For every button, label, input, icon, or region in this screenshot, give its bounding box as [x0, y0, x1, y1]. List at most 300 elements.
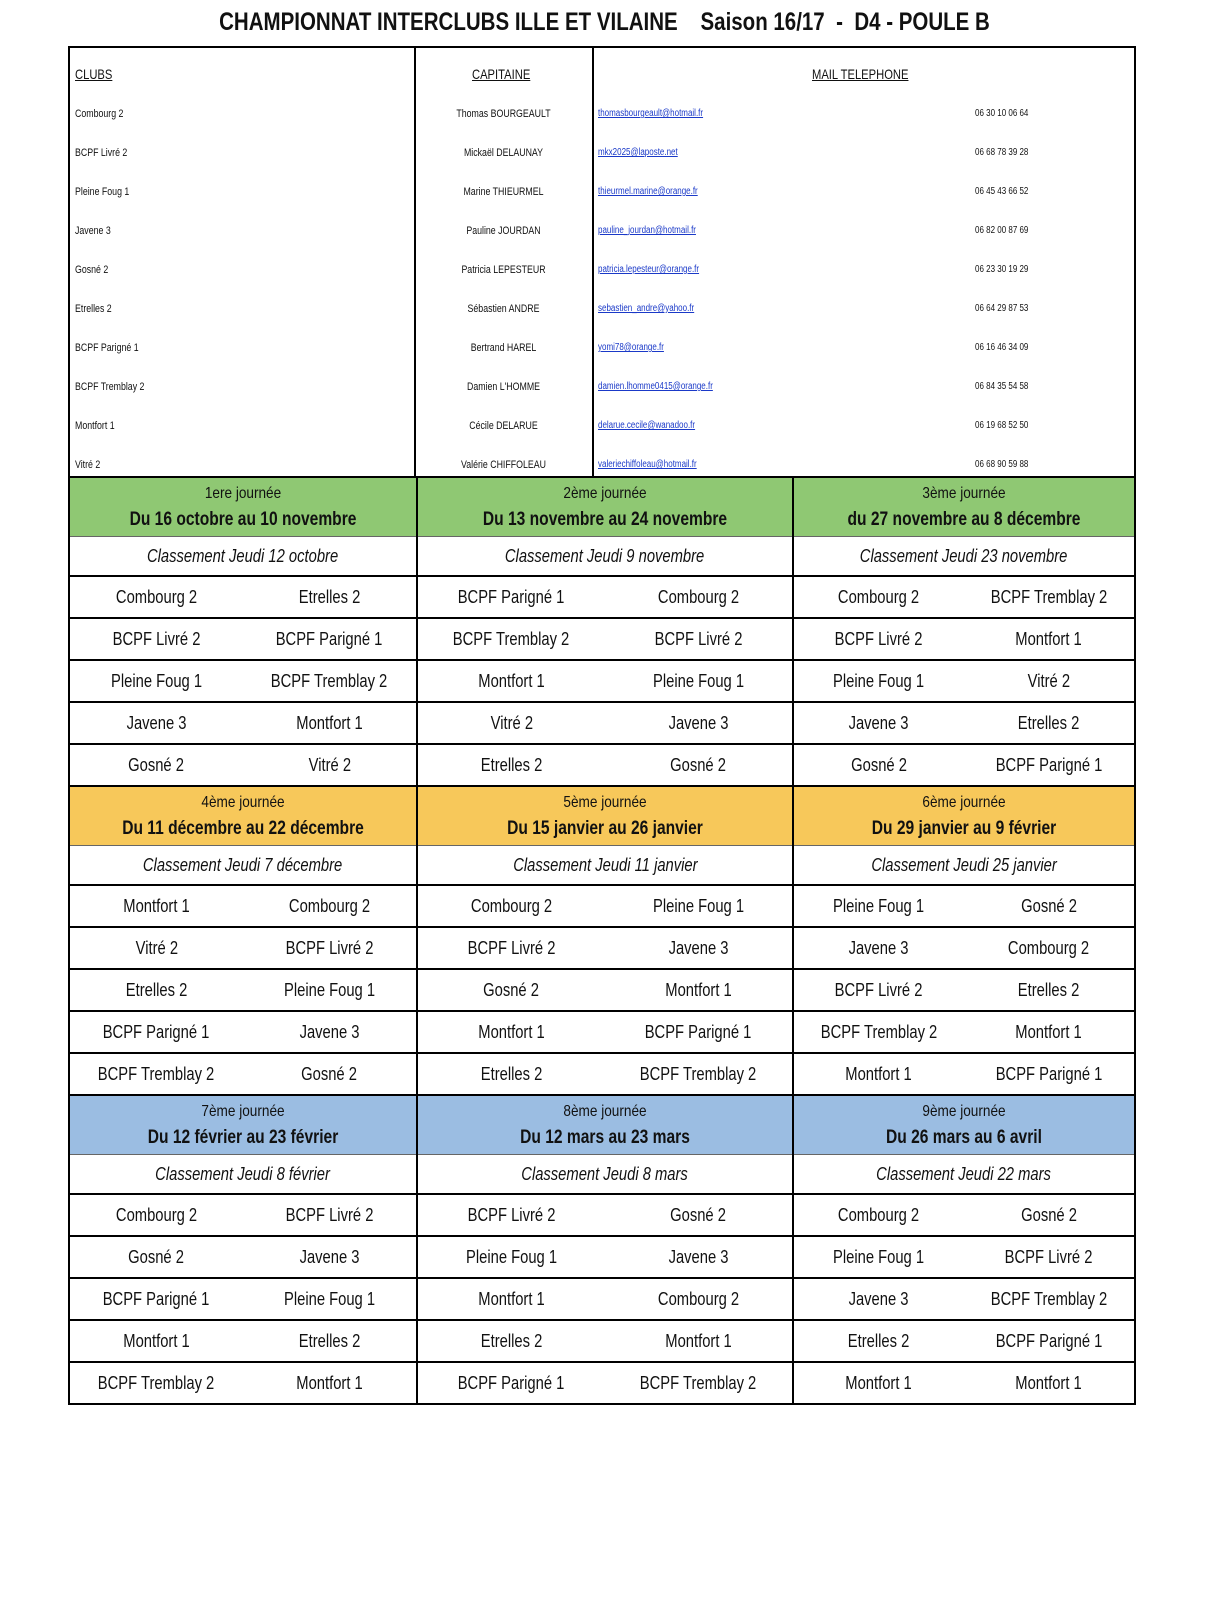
away-team-label: Montfort 1: [296, 1373, 363, 1393]
away-team-label: Montfort 1: [1015, 1022, 1083, 1042]
club-name: BCPF Parigné 1: [75, 342, 139, 354]
contact-row: [70, 186, 1134, 206]
home-team-label: Montfort 1: [478, 1022, 545, 1042]
journee-header: [418, 478, 792, 536]
match-row: [418, 1321, 792, 1363]
away-team: [243, 1363, 416, 1403]
ranking-date: [794, 536, 1134, 577]
match-row: [418, 577, 792, 619]
phone-number: 06 19 68 52 50: [975, 420, 1029, 431]
journee-name: 4ème journée: [201, 794, 285, 811]
away-team-label: BCPF Livré 2: [1005, 1247, 1093, 1267]
home-team: [418, 745, 605, 785]
home-team-label: Gosné 2: [851, 755, 907, 775]
home-team: [794, 928, 964, 968]
home-team: [794, 703, 964, 743]
match-row: [418, 928, 792, 970]
away-team: [243, 1237, 416, 1277]
club-name: Vitré 2: [75, 459, 101, 471]
home-team: [418, 886, 605, 926]
home-team: [70, 1195, 243, 1235]
home-team: [418, 1012, 605, 1052]
page-title: CHAMPIONNAT INTERCLUBS ILLE ET VILAINE Saison 16/17 - D4 - POULE B: [219, 8, 990, 36]
away-team-label: Montfort 1: [665, 980, 732, 1000]
home-team-label: Montfort 1: [845, 1373, 913, 1393]
match-row: [70, 619, 416, 661]
home-team: [418, 703, 605, 743]
away-team-label: BCPF Parigné 1: [276, 629, 383, 649]
contact-row: [70, 147, 1134, 167]
away-team: [964, 1237, 1134, 1277]
ranking-label: Classement Jeudi 25 janvier: [871, 855, 1057, 875]
home-team: [418, 1054, 605, 1094]
home-team: [70, 619, 243, 659]
away-team-label: BCPF Livré 2: [285, 938, 374, 958]
home-team: [70, 1279, 243, 1319]
match-row: [70, 1237, 416, 1279]
phone-number: 06 68 78 39 28: [975, 147, 1029, 158]
ranking-date: [70, 1154, 416, 1195]
away-team-label: Montfort 1: [665, 1331, 732, 1351]
away-team-label: Etrelles 2: [298, 587, 361, 607]
away-team: [964, 1321, 1134, 1361]
match-row: [418, 1237, 792, 1279]
journee-column: [70, 478, 416, 785]
away-team: [605, 661, 792, 701]
home-team: [794, 1321, 964, 1361]
away-team: [605, 1321, 792, 1361]
ranking-date: [70, 845, 416, 886]
journee-column: [792, 787, 1134, 1094]
home-team: [794, 745, 964, 785]
email-link[interactable]: thomasbourgeault@hotmail.fr: [598, 108, 704, 119]
contact-row: [70, 459, 1134, 479]
home-team-label: Montfort 1: [478, 671, 545, 691]
contact-row: [70, 303, 1134, 323]
ranking-date: [418, 845, 792, 886]
match-row: [70, 886, 416, 928]
away-team-label: Combourg 2: [288, 896, 371, 916]
home-team: [794, 577, 964, 617]
home-team: [70, 1321, 243, 1361]
away-team: [964, 745, 1134, 785]
home-team-label: BCPF Tremblay 2: [453, 629, 570, 649]
away-team: [964, 928, 1134, 968]
away-team-label: Montfort 1: [296, 713, 363, 733]
ranking-label: Classement Jeudi 9 novembre: [505, 546, 705, 566]
match-row: [70, 745, 416, 785]
captain-name: Cécile DELARUE: [469, 420, 538, 432]
home-team: [70, 1054, 243, 1094]
captain-name: Pauline JOURDAN: [466, 225, 541, 237]
away-team: [964, 1195, 1134, 1235]
match-row: [794, 928, 1134, 970]
home-team-label: Etrelles 2: [480, 755, 543, 775]
journee-name: 5ème journée: [563, 794, 647, 811]
match-row: [794, 970, 1134, 1012]
match-row: [794, 619, 1134, 661]
away-team: [605, 619, 792, 659]
contact-row: [70, 225, 1134, 245]
journee-name: 8ème journée: [563, 1103, 647, 1120]
match-row: [794, 577, 1134, 619]
home-team-label: Pleine Foug 1: [833, 1247, 925, 1267]
captain-name: Bertrand HAREL: [470, 342, 537, 354]
match-row: [418, 661, 792, 703]
away-team-label: BCPF Tremblay 2: [990, 1289, 1108, 1309]
ranking-label: Classement Jeudi 23 novembre: [860, 546, 1068, 566]
away-team-label: Gosné 2: [1021, 1205, 1077, 1225]
match-row: [418, 1054, 792, 1094]
home-team-label: Pleine Foug 1: [833, 896, 925, 916]
home-team-label: Montfort 1: [478, 1289, 545, 1309]
away-team-label: BCPF Livré 2: [285, 1205, 374, 1225]
journee-header: [70, 787, 416, 845]
home-team-label: BCPF Parigné 1: [458, 1373, 565, 1393]
schedule-table: [68, 46, 1136, 1405]
captain-name: Patricia LEPESTEUR: [461, 264, 546, 276]
captain-header: CAPITAINE: [472, 66, 531, 82]
away-team: [243, 1195, 416, 1235]
club-name: Javene 3: [75, 225, 111, 237]
match-row: [794, 1054, 1134, 1094]
home-team-label: BCPF Parigné 1: [103, 1022, 210, 1042]
home-team: [70, 1363, 243, 1403]
phone-number: 06 82 00 87 69: [975, 225, 1029, 236]
phone-number: 06 30 10 06 64: [975, 108, 1029, 119]
home-team: [70, 970, 243, 1010]
home-team-label: Pleine Foug 1: [465, 1247, 558, 1267]
away-team: [243, 703, 416, 743]
match-row: [70, 577, 416, 619]
email-link[interactable]: patricia.lepesteur@orange.fr: [598, 264, 700, 275]
away-team: [964, 1363, 1134, 1403]
journee-header: [70, 1096, 416, 1154]
away-team: [964, 970, 1134, 1010]
journee-name: 2ème journée: [563, 485, 647, 502]
home-team: [418, 1195, 605, 1235]
match-row: [794, 703, 1134, 745]
home-team: [794, 619, 964, 659]
club-name: BCPF Livré 2: [75, 147, 128, 159]
clubs-header: CLUBS: [75, 66, 113, 82]
journee-header: [794, 787, 1134, 845]
away-team: [964, 886, 1134, 926]
match-row: [794, 886, 1134, 928]
away-team: [964, 619, 1134, 659]
away-team-label: Javene 3: [299, 1022, 360, 1042]
match-row: [418, 1012, 792, 1054]
phone-number: 06 23 30 19 29: [975, 264, 1029, 275]
away-team: [605, 970, 792, 1010]
home-team: [794, 1195, 964, 1235]
away-team-label: Etrelles 2: [1018, 980, 1080, 1000]
match-row: [794, 1363, 1134, 1403]
email-link[interactable]: valeriechiffoleau@hotmail.fr: [598, 459, 697, 470]
away-team: [605, 703, 792, 743]
journee-dates: Du 29 janvier au 9 février: [871, 818, 1057, 839]
journee-dates: du 27 novembre au 8 décembre: [847, 509, 1081, 530]
ranking-label: Classement Jeudi 12 octobre: [147, 546, 339, 566]
away-team-label: Pleine Foug 1: [652, 671, 745, 691]
away-team: [243, 661, 416, 701]
phone-number: 06 84 35 54 58: [975, 381, 1029, 392]
away-team: [964, 1012, 1134, 1052]
home-team-label: BCPF Parigné 1: [103, 1289, 210, 1309]
home-team: [70, 1237, 243, 1277]
away-team: [964, 1279, 1134, 1319]
away-team: [605, 1237, 792, 1277]
home-team: [794, 970, 964, 1010]
home-team-label: BCPF Livré 2: [112, 629, 201, 649]
ranking-date: [794, 845, 1134, 886]
ranking-label: Classement Jeudi 22 mars: [876, 1164, 1052, 1184]
captain-name: Mickaël DELAUNAY: [463, 147, 544, 159]
away-team: [243, 1279, 416, 1319]
match-row: [70, 703, 416, 745]
journee-name: 3ème journée: [922, 485, 1006, 502]
email-link[interactable]: thieurmel.marine@orange.fr: [598, 186, 698, 197]
away-team-label: Pleine Foug 1: [283, 1289, 376, 1309]
away-team-label: Combourg 2: [657, 1289, 740, 1309]
home-team-label: BCPF Tremblay 2: [820, 1022, 938, 1042]
home-team-label: Vitré 2: [490, 713, 533, 733]
home-team-label: Combourg 2: [470, 896, 553, 916]
away-team-label: BCPF Parigné 1: [995, 1331, 1103, 1351]
away-team-label: Pleine Foug 1: [283, 980, 376, 1000]
home-team-label: BCPF Livré 2: [835, 629, 923, 649]
away-team-label: BCPF Parigné 1: [995, 755, 1103, 775]
club-name: Montfort 1: [75, 420, 115, 432]
contact-row: [70, 342, 1134, 362]
home-team-label: Gosné 2: [128, 755, 185, 775]
away-team: [605, 1195, 792, 1235]
away-team-label: Gosné 2: [670, 1205, 727, 1225]
phone-number: 06 45 43 66 52: [975, 186, 1029, 197]
journee-column: [792, 1096, 1134, 1403]
ranking-date: [418, 1154, 792, 1195]
ranking-date: [418, 536, 792, 577]
away-team-label: Pleine Foug 1: [652, 896, 745, 916]
away-team-label: Gosné 2: [301, 1064, 358, 1084]
match-row: [70, 1363, 416, 1403]
email-link[interactable]: mkx2025@laposte.net: [598, 147, 678, 158]
away-team-label: Javene 3: [668, 938, 729, 958]
email-link[interactable]: damien.lhomme0415@orange.fr: [598, 381, 713, 392]
home-team: [70, 1012, 243, 1052]
journee-block: [70, 787, 1134, 1096]
away-team: [243, 886, 416, 926]
home-team-label: Javene 3: [126, 713, 187, 733]
journee-dates: Du 11 décembre au 22 décembre: [122, 818, 364, 839]
away-team-label: BCPF Parigné 1: [645, 1022, 752, 1042]
away-team-label: Javene 3: [299, 1247, 360, 1267]
away-team: [964, 1054, 1134, 1094]
home-team: [794, 1279, 964, 1319]
home-team-label: Pleine Foug 1: [833, 671, 925, 691]
away-team-label: Gosné 2: [670, 755, 727, 775]
email-link[interactable]: sebastien_andre@yahoo.fr: [598, 303, 695, 314]
club-name: Combourg 2: [75, 108, 124, 120]
journee-header: [794, 1096, 1134, 1154]
home-team-label: Etrelles 2: [125, 980, 188, 1000]
home-team-label: Etrelles 2: [480, 1064, 543, 1084]
journee-name: 1ere journée: [204, 485, 282, 502]
away-team: [243, 745, 416, 785]
home-team-label: Combourg 2: [838, 1205, 920, 1225]
journee-name: 6ème journée: [922, 794, 1006, 811]
journee-column: [416, 1096, 792, 1403]
home-team: [418, 619, 605, 659]
match-row: [70, 1012, 416, 1054]
away-team-label: Javene 3: [668, 1247, 729, 1267]
away-team: [605, 1054, 792, 1094]
away-team-label: BCPF Parigné 1: [995, 1064, 1103, 1084]
home-team: [418, 1237, 605, 1277]
home-team-label: Vitré 2: [135, 938, 178, 958]
match-row: [418, 1195, 792, 1237]
match-row: [794, 1237, 1134, 1279]
away-team-label: Etrelles 2: [1018, 713, 1080, 733]
away-team: [605, 1012, 792, 1052]
ranking-label: Classement Jeudi 8 février: [155, 1164, 331, 1184]
home-team-label: Etrelles 2: [480, 1331, 543, 1351]
away-team: [605, 886, 792, 926]
match-row: [794, 1195, 1134, 1237]
match-row: [794, 745, 1134, 785]
home-team: [70, 577, 243, 617]
match-row: [794, 1279, 1134, 1321]
match-row: [418, 703, 792, 745]
away-team: [964, 577, 1134, 617]
away-team-label: Vitré 2: [308, 755, 351, 775]
away-team: [605, 577, 792, 617]
match-row: [70, 1279, 416, 1321]
away-team-label: BCPF Tremblay 2: [640, 1064, 757, 1084]
match-row: [70, 970, 416, 1012]
away-team-label: Combourg 2: [657, 587, 740, 607]
away-team-label: BCPF Tremblay 2: [640, 1373, 757, 1393]
mail-phone-header: MAIL TELEPHONE: [812, 66, 909, 82]
phone-number: 06 68 90 59 88: [975, 459, 1029, 470]
journee-block: [70, 1096, 1134, 1403]
match-row: [70, 1054, 416, 1094]
home-team-label: Etrelles 2: [848, 1331, 910, 1351]
journee-name: 9ème journée: [922, 1103, 1006, 1120]
home-team: [418, 661, 605, 701]
home-team: [70, 661, 243, 701]
away-team-label: Vitré 2: [1027, 671, 1071, 691]
contact-row: [70, 264, 1134, 284]
away-team: [605, 745, 792, 785]
away-team: [243, 1012, 416, 1052]
match-row: [418, 619, 792, 661]
home-team: [794, 1012, 964, 1052]
home-team-label: Gosné 2: [483, 980, 540, 1000]
home-team: [70, 886, 243, 926]
contacts-section: [70, 48, 1134, 478]
home-team: [418, 970, 605, 1010]
match-row: [70, 1195, 416, 1237]
home-team-label: BCPF Parigné 1: [458, 587, 565, 607]
home-team: [418, 577, 605, 617]
match-row: [794, 661, 1134, 703]
email-link[interactable]: delarue.cecile@wanadoo.fr: [598, 420, 696, 431]
email-link[interactable]: pauline_jourdan@hotmail.fr: [598, 225, 696, 236]
journee-header: [794, 478, 1134, 536]
home-team: [794, 1363, 964, 1403]
away-team-label: Montfort 1: [1015, 1373, 1083, 1393]
ranking-date: [70, 536, 416, 577]
email-link[interactable]: yomi78@orange.fr: [598, 342, 664, 353]
match-row: [70, 1321, 416, 1363]
away-team: [243, 619, 416, 659]
journee-name: 7ème journée: [201, 1103, 285, 1120]
journee-header: [418, 1096, 792, 1154]
contact-row: [70, 381, 1134, 401]
journee-dates: Du 13 novembre au 24 novembre: [482, 509, 728, 530]
phone-number: 06 64 29 87 53: [975, 303, 1029, 314]
away-team: [605, 928, 792, 968]
home-team-label: Montfort 1: [123, 896, 190, 916]
contact-row: [70, 420, 1134, 440]
home-team: [70, 703, 243, 743]
away-team-label: BCPF Tremblay 2: [271, 671, 388, 691]
home-team-label: Javene 3: [849, 1289, 909, 1309]
away-team: [605, 1279, 792, 1319]
phone-number: 06 16 46 34 09: [975, 342, 1029, 353]
journee-column: [416, 787, 792, 1094]
away-team: [605, 1363, 792, 1403]
journee-column: [70, 1096, 416, 1403]
home-team-label: Combourg 2: [115, 1205, 198, 1225]
match-row: [418, 745, 792, 785]
away-team-label: Gosné 2: [1021, 896, 1077, 916]
home-team-label: BCPF Tremblay 2: [98, 1373, 215, 1393]
match-row: [70, 928, 416, 970]
captain-name: Valérie CHIFFOLEAU: [461, 459, 546, 471]
journee-header: [70, 478, 416, 536]
away-team: [243, 970, 416, 1010]
away-team-label: BCPF Livré 2: [654, 629, 743, 649]
home-team-label: Pleine Foug 1: [110, 671, 203, 691]
home-team: [418, 1321, 605, 1361]
captain-name: Damien L'HOMME: [466, 381, 541, 393]
journee-dates: Du 26 mars au 6 avril: [886, 1127, 1042, 1148]
journee-dates: Du 12 février au 23 février: [147, 1127, 339, 1148]
home-team: [794, 886, 964, 926]
journee-column: [70, 787, 416, 1094]
journee-dates: Du 12 mars au 23 mars: [520, 1127, 690, 1148]
match-row: [70, 661, 416, 703]
home-team: [418, 1279, 605, 1319]
club-name: BCPF Tremblay 2: [75, 381, 145, 393]
home-team: [794, 1054, 964, 1094]
ranking-label: Classement Jeudi 7 décembre: [143, 855, 343, 875]
club-name: Gosné 2: [75, 264, 109, 276]
ranking-date: [794, 1154, 1134, 1195]
home-team: [794, 1237, 964, 1277]
journee-dates: Du 15 janvier au 26 janvier: [507, 818, 703, 839]
away-team-label: Javene 3: [668, 713, 729, 733]
home-team-label: BCPF Tremblay 2: [98, 1064, 215, 1084]
home-team-label: BCPF Livré 2: [467, 1205, 556, 1225]
away-team: [964, 703, 1134, 743]
match-row: [418, 970, 792, 1012]
home-team-label: Combourg 2: [838, 587, 920, 607]
match-row: [418, 1279, 792, 1321]
journee-block: [70, 478, 1134, 787]
